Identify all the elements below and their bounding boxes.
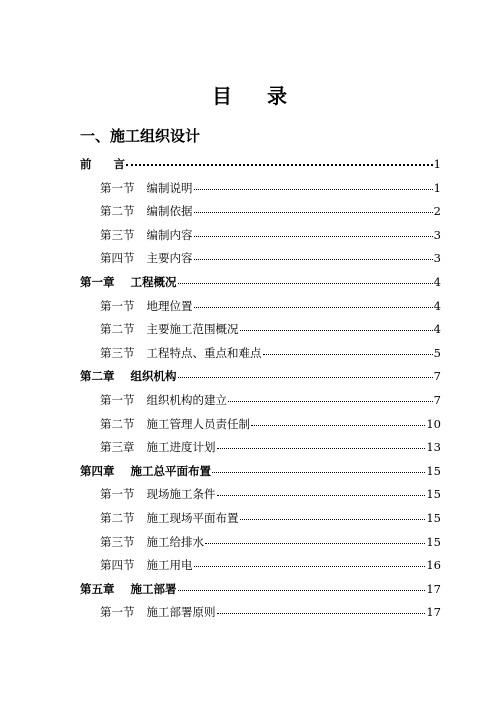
toc-page-number: 3: [433, 251, 441, 265]
toc-entry-label: [100, 393, 227, 407]
toc-entry-label: [100, 322, 239, 336]
toc-dot-leader: [194, 180, 433, 190]
toc-entry-label: [100, 605, 216, 619]
toc-entry-number: 第三节: [100, 346, 135, 360]
toc-page-number: 15: [426, 511, 441, 525]
toc-entry-number: 第一节: [100, 487, 135, 501]
toc-entry-title: 施工给排水: [146, 535, 204, 549]
toc-page-number: 17: [426, 582, 441, 596]
toc-entry-label: [80, 582, 177, 596]
toc-entry-label: [80, 369, 177, 383]
toc-entry-number: 第五章: [80, 582, 115, 596]
toc-entry-number: 第一章: [80, 275, 115, 289]
toc-entry-title: 组织机构: [130, 369, 177, 383]
toc-dot-leader: [178, 581, 426, 591]
toc-entry[interactable]: [100, 251, 441, 265]
toc-entry-label: [100, 558, 193, 572]
toc-entry-label: [80, 157, 125, 171]
toc-entry[interactable]: [100, 440, 441, 454]
toc-dot-leader: [217, 439, 426, 449]
section-heading: 一、施工组织设计: [80, 127, 201, 145]
toc-entry[interactable]: [100, 605, 441, 619]
page-title: [0, 80, 500, 109]
toc-page-number: 7: [433, 369, 441, 383]
title-char-left: 目: [212, 84, 233, 108]
toc-page-number: 1: [433, 157, 441, 171]
toc-page-number: 7: [433, 393, 441, 407]
title-char-right: 录: [267, 84, 288, 108]
toc-entry[interactable]: [100, 299, 441, 313]
toc-entry-title: 施工部署原则: [146, 605, 216, 619]
toc-entry-title: 施工总平面布置: [130, 464, 211, 478]
toc-entry-number-suffix: 言: [113, 157, 125, 171]
toc-entry-title: 主要施工范围概况: [146, 322, 239, 336]
toc-dot-leader: [212, 463, 425, 473]
toc-entry-label: [80, 464, 211, 478]
toc-entry-title: 施工现场平面布置: [146, 511, 239, 525]
toc-entry-number: 第一节: [100, 181, 135, 195]
toc-entry[interactable]: [100, 535, 441, 549]
toc-entry-label: [100, 440, 216, 454]
toc-entry-title: 施工用电: [146, 558, 193, 572]
toc-entry-number: 第四节: [100, 251, 135, 265]
toc-page-number: 13: [426, 440, 441, 454]
toc-entry-number: 第一节: [100, 393, 135, 407]
toc-entry-title: 施工进度计划: [146, 440, 216, 454]
toc-entry[interactable]: [100, 346, 441, 360]
toc-page-number: 1: [433, 181, 441, 195]
toc-dot-leader: [126, 155, 433, 166]
toc-entry[interactable]: [100, 417, 441, 431]
toc-entry-title: 现场施工条件: [146, 487, 216, 501]
toc-entry-number: 第三节: [100, 535, 135, 549]
toc-entry[interactable]: [80, 464, 441, 478]
toc-entry-number: 第一节: [100, 605, 135, 619]
toc-dot-leader: [240, 321, 433, 331]
toc-dot-leader: [178, 368, 433, 378]
toc-dot-leader: [263, 345, 433, 355]
toc-entry-label: [80, 275, 177, 289]
toc-entry[interactable]: [80, 157, 441, 171]
toc-entry[interactable]: [80, 275, 441, 289]
toc-entry[interactable]: [80, 369, 441, 383]
toc-entry[interactable]: [100, 228, 441, 242]
toc-entry-number: 前: [80, 157, 92, 171]
toc-dot-leader: [194, 298, 433, 308]
toc-entry-number: 第一节: [100, 299, 135, 313]
toc-page-number: 17: [426, 605, 441, 619]
toc-entry-title: 编制依据: [146, 204, 193, 218]
toc-page-number: 10: [426, 417, 441, 431]
toc-entry-number: 第二章: [80, 369, 115, 383]
toc-entry-title: 组织机构的建立: [146, 393, 227, 407]
toc-entry[interactable]: [100, 511, 441, 525]
toc-entry-number: 第四章: [80, 464, 115, 478]
toc-entry-label: [100, 204, 193, 218]
toc-dot-leader: [194, 203, 433, 213]
toc-dot-leader: [240, 510, 426, 520]
toc-dot-leader: [205, 534, 425, 544]
toc-entry-title: 主要内容: [146, 251, 193, 265]
toc-entry-label: [100, 346, 262, 360]
toc-page-number: 15: [426, 535, 441, 549]
toc-page-number: 5: [433, 346, 441, 360]
toc-dot-leader: [178, 274, 433, 284]
toc-dot-leader: [194, 557, 426, 567]
toc-entry-number: 第二节: [100, 417, 135, 431]
toc-page-number: 15: [426, 487, 441, 501]
toc-entry-title: 地理位置: [146, 299, 193, 313]
toc-page-number: 4: [433, 322, 441, 336]
toc-dot-leader: [217, 486, 426, 496]
toc-entry-label: [100, 511, 239, 525]
toc-entry-title: 编制内容: [146, 228, 193, 242]
toc-entry-number: 第二节: [100, 511, 135, 525]
toc-entry[interactable]: [80, 582, 441, 596]
toc-entry[interactable]: [100, 393, 441, 407]
toc-entry-title: 工程特点、重点和难点: [146, 346, 262, 360]
toc-entry-number: 第三节: [100, 228, 135, 242]
toc-entry-title: 工程概况: [130, 275, 177, 289]
toc-entry-label: [100, 487, 216, 501]
toc-entry-label: [100, 251, 193, 265]
toc-entry-number: 第二节: [100, 322, 135, 336]
toc-entry-label: [100, 417, 250, 431]
toc-entry-number: 第三章: [100, 440, 135, 454]
toc-entry-label: [100, 535, 204, 549]
toc-page-number: 3: [433, 228, 441, 242]
toc-entry-label: [100, 228, 193, 242]
toc-page-number: 15: [426, 464, 441, 478]
toc-entry-number: 第二节: [100, 204, 135, 218]
toc-entry-number: 第四节: [100, 558, 135, 572]
toc-entry[interactable]: [100, 322, 441, 336]
toc-entry-label: [100, 181, 193, 195]
toc-entry[interactable]: [100, 181, 441, 195]
toc-dot-leader: [217, 604, 426, 614]
toc-dot-leader: [194, 250, 433, 260]
toc-page-number: 4: [433, 299, 441, 313]
toc-page-number: 4: [433, 275, 441, 289]
toc-entry[interactable]: [100, 558, 441, 572]
toc-entry-title: 施工管理人员责任制: [146, 417, 250, 431]
toc-page-number: 16: [426, 558, 441, 572]
toc-entry[interactable]: [100, 204, 441, 218]
toc-dot-leader: [251, 416, 425, 426]
toc-entry[interactable]: [100, 487, 441, 501]
toc-entry-title: 编制说明: [146, 181, 193, 195]
toc-entry-title: 施工部署: [130, 582, 177, 596]
toc-dot-leader: [228, 392, 433, 402]
toc-entry-label: [100, 299, 193, 313]
toc-dot-leader: [194, 227, 433, 237]
toc-page-number: 2: [433, 204, 441, 218]
